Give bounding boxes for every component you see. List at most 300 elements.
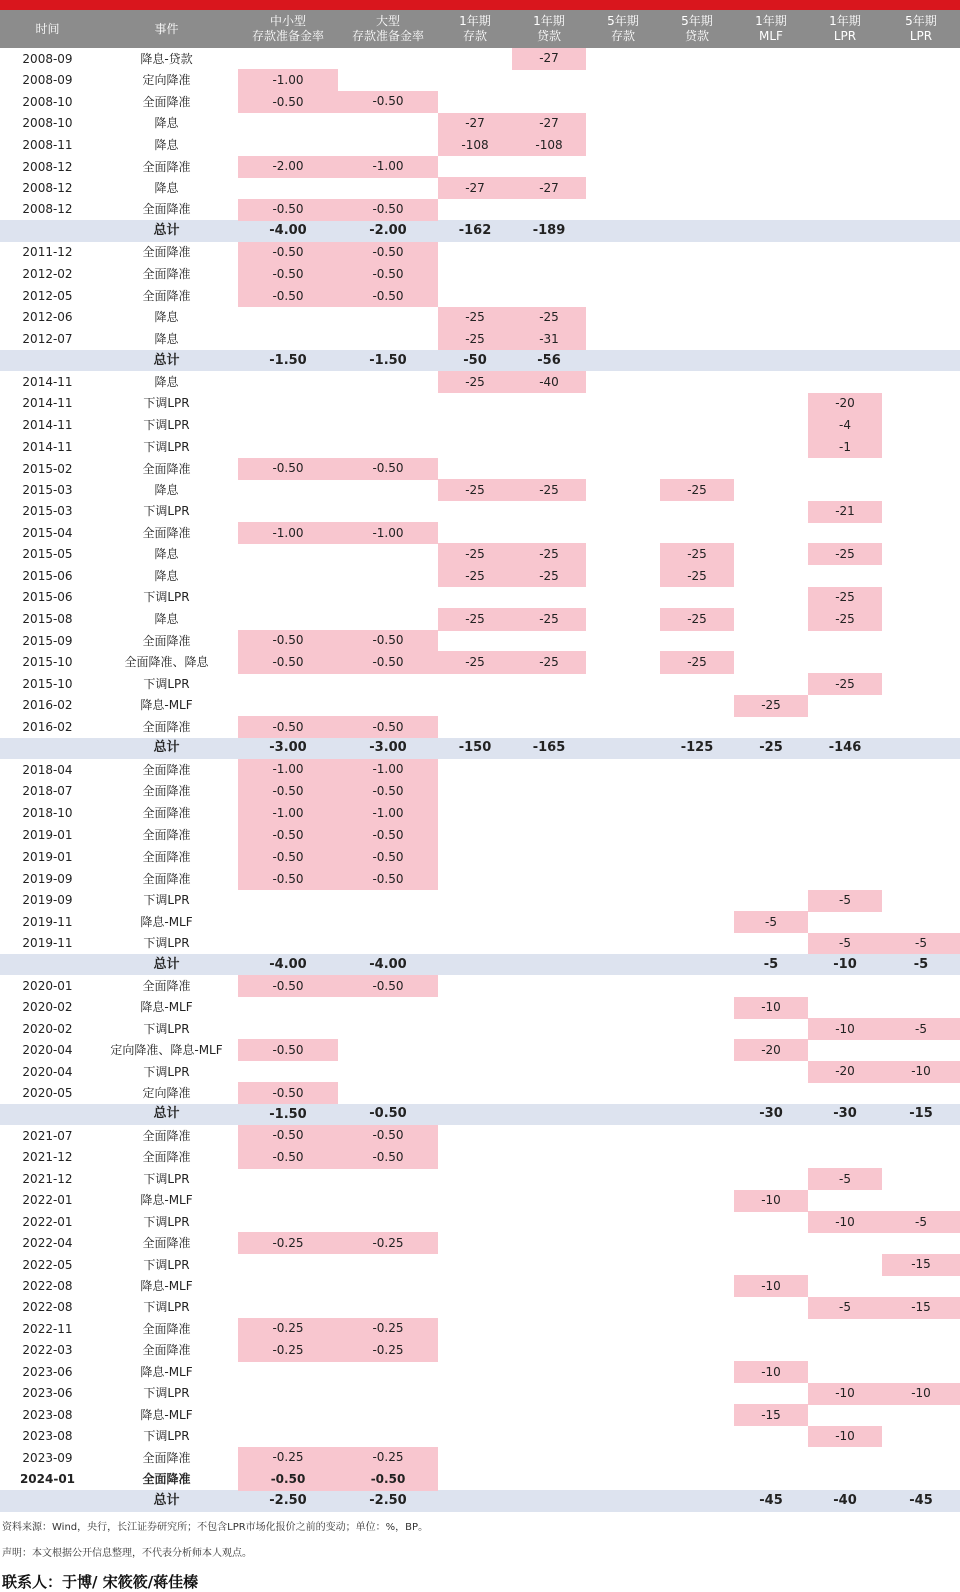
cell-1y-deposit: [438, 846, 512, 868]
cell-large-rrr: -0.50: [338, 242, 438, 263]
cell-5y-deposit: [586, 285, 660, 307]
cell-1y-lpr: [808, 91, 882, 113]
cell-1y-lpr: [808, 69, 882, 90]
cell-5y-loan: [660, 522, 734, 543]
cell-1y-lpr: -25: [808, 608, 882, 630]
cell-event: 定向降准: [142, 73, 191, 88]
cell-1y-mlf: [734, 1125, 808, 1146]
cell-1y-mlf: [734, 522, 808, 543]
cell-5y-deposit: [586, 177, 660, 198]
cell-1y-deposit: [438, 933, 512, 954]
total-row: [0, 350, 960, 371]
cell-event: 下调LPR: [143, 1257, 190, 1272]
cell-time: 2015-06: [22, 590, 73, 605]
cell-5y-deposit: [586, 890, 660, 911]
cell-1y-loan: [512, 1232, 586, 1253]
cell-event: 下调LPR: [143, 1429, 190, 1444]
cell-time: 2023-08: [22, 1429, 73, 1444]
cell-time: 2019-11: [22, 914, 73, 929]
cell-1y-deposit: -108: [438, 134, 512, 156]
cell-large-rrr: [338, 1018, 438, 1039]
cell-small-rrr: -4.00: [238, 220, 338, 241]
cell-1y-loan: [512, 522, 586, 543]
cell-small-rrr: -1.00: [238, 802, 338, 824]
cell-1y-deposit: [438, 285, 512, 307]
table-row: [0, 890, 960, 911]
cell-1y-deposit: [438, 954, 512, 975]
cell-1y-loan: [512, 975, 586, 996]
cell-1y-lpr: [808, 522, 882, 543]
cell-1y-deposit: [438, 868, 512, 890]
cell-1y-loan: -31: [512, 328, 586, 350]
cell-time: 2020-05: [22, 1085, 73, 1100]
cell-1y-lpr: -1: [808, 436, 882, 458]
cell-1y-mlf: [734, 1254, 808, 1275]
cell-5y-deposit: [586, 1339, 660, 1361]
cell-1y-loan: [512, 846, 586, 868]
cell-small-rrr: [238, 1168, 338, 1189]
cell-1y-loan: -25: [512, 565, 586, 587]
cell-1y-lpr: [808, 177, 882, 198]
cell-time: 2008-11: [22, 138, 73, 152]
cell-1y-loan: -25: [512, 479, 586, 500]
cell-small-rrr: -0.50: [238, 1125, 338, 1146]
table-row: [0, 285, 960, 307]
cell-5y-lpr: [882, 738, 960, 759]
cell-1y-deposit: [438, 1061, 512, 1082]
cell-event: 全面降准: [142, 784, 191, 799]
table-row: [0, 846, 960, 868]
cell-1y-lpr: [808, 307, 882, 328]
cell-1y-lpr: [808, 695, 882, 716]
cell-1y-mlf: [734, 846, 808, 868]
cell-large-rrr: [338, 307, 438, 328]
cell-5y-lpr: [882, 263, 960, 285]
cell-large-rrr: [338, 1404, 438, 1425]
cell-1y-lpr: [808, 242, 882, 263]
cell-event: 全面降准: [142, 762, 191, 777]
cell-1y-lpr: [808, 824, 882, 846]
cell-5y-deposit: [586, 543, 660, 564]
cell-time: 2023-08: [22, 1407, 73, 1422]
cell-5y-loan: [660, 307, 734, 328]
cell-event: 下调LPR: [143, 936, 190, 951]
table-row: [0, 1297, 960, 1318]
cell-large-rrr: [338, 1168, 438, 1189]
cell-1y-mlf: [734, 543, 808, 564]
cell-5y-loan: [660, 113, 734, 134]
cell-event: 下调LPR: [143, 677, 190, 692]
cell-large-rrr: -3.00: [338, 738, 438, 759]
cell-1y-deposit: [438, 436, 512, 458]
table-row: [0, 522, 960, 543]
cell-1y-mlf: [734, 220, 808, 241]
cell-time: [0, 350, 95, 371]
cell-5y-lpr: [882, 846, 960, 868]
cell-small-rrr: [238, 1383, 338, 1404]
cell-large-rrr: -0.50: [338, 846, 438, 868]
cell-time: 2019-11: [22, 936, 73, 951]
cell-5y-loan: [660, 868, 734, 890]
cell-5y-lpr: [882, 69, 960, 90]
cell-1y-lpr: -5: [808, 1297, 882, 1318]
cell-1y-mlf: [734, 1447, 808, 1468]
cell-time: 2022-03: [22, 1343, 73, 1358]
cell-5y-lpr: -5: [882, 1018, 960, 1039]
cell-5y-lpr: [882, 1146, 960, 1168]
cell-5y-deposit: [586, 565, 660, 587]
cell-time: 2015-06: [22, 568, 73, 583]
cell-5y-deposit: [586, 479, 660, 500]
cell-1y-loan: [512, 1146, 586, 1168]
cell-large-rrr: [338, 543, 438, 564]
cell-1y-mlf: [734, 458, 808, 479]
cell-5y-deposit: [586, 911, 660, 932]
cell-1y-lpr: [808, 1254, 882, 1275]
cell-1y-mlf: [734, 716, 808, 737]
cell-1y-deposit: -150: [438, 738, 512, 759]
cell-1y-mlf: [734, 1339, 808, 1361]
cell-large-rrr: [338, 608, 438, 630]
cell-large-rrr: [338, 587, 438, 608]
cell-1y-lpr: [808, 328, 882, 350]
cell-5y-deposit: [586, 630, 660, 651]
cell-1y-deposit: -27: [438, 113, 512, 134]
cell-event: 下调LPR: [143, 1214, 190, 1229]
cell-small-rrr: [238, 608, 338, 630]
cell-small-rrr: -0.50: [238, 868, 338, 890]
cell-small-rrr: [238, 1254, 338, 1275]
cell-5y-lpr: -15: [882, 1104, 960, 1125]
cell-small-rrr: -4.00: [238, 954, 338, 975]
cell-5y-lpr: -5: [882, 1211, 960, 1232]
cell-1y-loan: [512, 868, 586, 890]
cell-5y-lpr: [882, 608, 960, 630]
cell-1y-lpr: [808, 997, 882, 1018]
cell-time: 2008-09: [22, 51, 73, 66]
cell-large-rrr: -0.50: [338, 716, 438, 737]
table-row: [0, 113, 960, 134]
cell-large-rrr: [338, 911, 438, 932]
cell-1y-lpr: [808, 48, 882, 69]
table-row: [0, 630, 960, 651]
cell-time: 2020-04: [22, 1064, 73, 1079]
cell-event: 全面降准: [142, 871, 191, 886]
cell-event: 降息-MLF: [140, 914, 193, 929]
cell-5y-lpr: [882, 458, 960, 479]
cell-large-rrr: [338, 997, 438, 1018]
cell-1y-lpr: [808, 975, 882, 996]
cell-event: 全面降准: [142, 94, 191, 109]
total-row: [0, 738, 960, 759]
cell-1y-deposit: [438, 802, 512, 824]
cell-small-rrr: -0.50: [238, 285, 338, 307]
table-row: [0, 1447, 960, 1468]
cell-5y-lpr: [882, 285, 960, 307]
table-row: [0, 1318, 960, 1339]
cell-event: 全面降准: [142, 525, 191, 540]
cell-5y-loan: [660, 263, 734, 285]
total-row: [0, 220, 960, 241]
cell-1y-loan: [512, 1061, 586, 1082]
cell-1y-deposit: -27: [438, 177, 512, 198]
cell-small-rrr: [238, 1275, 338, 1296]
cell-1y-mlf: -10: [734, 1361, 808, 1382]
cell-1y-mlf: [734, 1297, 808, 1318]
cell-5y-lpr: [882, 1039, 960, 1060]
cell-1y-loan: [512, 997, 586, 1018]
header-1y-loan: 1年期 贷款: [512, 10, 586, 48]
cell-small-rrr: -1.00: [238, 69, 338, 90]
cell-large-rrr: -0.50: [338, 1125, 438, 1146]
cell-event: 定向降准、降息-MLF: [110, 1043, 223, 1058]
cell-1y-loan: [512, 1125, 586, 1146]
cell-large-rrr: -0.25: [338, 1339, 438, 1361]
cell-event: 下调LPR: [143, 1386, 190, 1401]
cell-1y-lpr: [808, 1146, 882, 1168]
cell-5y-loan: [660, 1061, 734, 1082]
cell-large-rrr: -0.25: [338, 1232, 438, 1253]
cell-1y-loan: [512, 1490, 586, 1511]
cell-5y-loan: [660, 1168, 734, 1189]
cell-1y-lpr: [808, 134, 882, 156]
cell-5y-loan: [660, 1211, 734, 1232]
header-1y-deposit: 1年期 存款: [438, 10, 512, 48]
cell-1y-lpr: [808, 1232, 882, 1253]
cell-5y-deposit: [586, 134, 660, 156]
cell-large-rrr: [338, 1383, 438, 1404]
cell-1y-loan: [512, 1039, 586, 1060]
cell-1y-deposit: [438, 587, 512, 608]
table-row: [0, 933, 960, 954]
cell-small-rrr: [238, 328, 338, 350]
cell-1y-lpr: [808, 1082, 882, 1103]
cell-1y-loan: -40: [512, 371, 586, 392]
cell-1y-lpr: -5: [808, 1168, 882, 1189]
header-event: 事件: [95, 10, 238, 48]
cell-5y-deposit: [586, 69, 660, 90]
cell-1y-deposit: [438, 1490, 512, 1511]
cell-small-rrr: [238, 1190, 338, 1211]
cell-time: 2012-07: [22, 332, 73, 347]
cell-1y-loan: [512, 1318, 586, 1339]
cell-5y-lpr: [882, 651, 960, 673]
cell-1y-loan: [512, 414, 586, 436]
cell-1y-lpr: [808, 1190, 882, 1211]
cell-event: 降息: [154, 181, 179, 196]
cell-1y-mlf: [734, 933, 808, 954]
cell-5y-deposit: [586, 242, 660, 263]
table-row: [0, 716, 960, 737]
cell-1y-loan: [512, 242, 586, 263]
cell-event: 全面降准: [142, 719, 191, 734]
cell-event: 全面降准: [142, 806, 191, 821]
cell-5y-deposit: [586, 263, 660, 285]
cell-1y-deposit: [438, 1297, 512, 1318]
cell-5y-lpr: [882, 565, 960, 587]
cell-5y-loan: [660, 371, 734, 392]
cell-small-rrr: [238, 134, 338, 156]
cell-5y-deposit: [586, 997, 660, 1018]
cell-5y-lpr: [882, 522, 960, 543]
cell-small-rrr: -2.00: [238, 156, 338, 177]
cell-small-rrr: -0.50: [238, 824, 338, 846]
cell-1y-mlf: [734, 91, 808, 113]
cell-small-rrr: -0.25: [238, 1318, 338, 1339]
cell-time: 2022-01: [22, 1214, 73, 1229]
cell-1y-deposit: -162: [438, 220, 512, 241]
cell-1y-mlf: -10: [734, 997, 808, 1018]
cell-1y-deposit: [438, 1082, 512, 1103]
table-row: [0, 307, 960, 328]
cell-1y-loan: -25: [512, 651, 586, 673]
cell-time: 2012-02: [22, 266, 73, 281]
cell-1y-lpr: [808, 1404, 882, 1425]
cell-5y-lpr: [882, 824, 960, 846]
table-row: [0, 759, 960, 780]
header-1y-lpr: 1年期 LPR: [808, 10, 882, 48]
cell-large-rrr: [338, 1426, 438, 1447]
cell-5y-deposit: [586, 1082, 660, 1103]
cell-1y-lpr: [808, 285, 882, 307]
cell-1y-deposit: [438, 1104, 512, 1125]
cell-5y-loan: [660, 199, 734, 220]
cell-5y-lpr: -15: [882, 1254, 960, 1275]
cell-5y-loan: [660, 393, 734, 414]
table-row: [0, 1061, 960, 1082]
cell-small-rrr: -1.50: [238, 350, 338, 371]
cell-1y-lpr: [808, 156, 882, 177]
cell-small-rrr: [238, 695, 338, 716]
cell-small-rrr: [238, 1061, 338, 1082]
cell-time: 2015-04: [22, 525, 73, 540]
cell-5y-deposit: [586, 1168, 660, 1189]
cell-small-rrr: [238, 307, 338, 328]
cell-5y-lpr: [882, 695, 960, 716]
cell-event: 总计: [95, 350, 238, 371]
cell-event: 降息: [154, 332, 179, 347]
cell-1y-mlf: -5: [734, 911, 808, 932]
cell-1y-loan: [512, 1339, 586, 1361]
cell-5y-lpr: [882, 371, 960, 392]
cell-large-rrr: [338, 1297, 438, 1318]
cell-1y-lpr: -25: [808, 673, 882, 694]
cell-time: 2022-01: [22, 1193, 73, 1208]
cell-1y-deposit: -25: [438, 543, 512, 564]
cell-5y-lpr: [882, 414, 960, 436]
cell-time: 2015-03: [22, 504, 73, 519]
cell-5y-deposit: [586, 1254, 660, 1275]
table-row: [0, 868, 960, 890]
cell-small-rrr: [238, 113, 338, 134]
cell-time: 2008-12: [22, 202, 73, 217]
cell-1y-mlf: [734, 113, 808, 134]
cell-1y-lpr: [808, 911, 882, 932]
cell-5y-loan: [660, 673, 734, 694]
table-row: [0, 1339, 960, 1361]
cell-time: 2015-02: [22, 461, 73, 476]
cell-1y-loan: [512, 933, 586, 954]
cell-small-rrr: -0.50: [238, 1468, 338, 1490]
cell-5y-deposit: [586, 393, 660, 414]
cell-5y-deposit: [586, 371, 660, 392]
cell-1y-mlf: [734, 975, 808, 996]
cell-5y-deposit: [586, 716, 660, 737]
cell-1y-deposit: [438, 630, 512, 651]
cell-1y-mlf: [734, 1061, 808, 1082]
table-row: [0, 1275, 960, 1296]
cell-5y-lpr: [882, 1232, 960, 1253]
cell-5y-lpr: [882, 1339, 960, 1361]
cell-small-rrr: [238, 565, 338, 587]
cell-1y-lpr: -10: [808, 1211, 882, 1232]
cell-1y-deposit: -50: [438, 350, 512, 371]
cell-1y-loan: [512, 1254, 586, 1275]
cell-time: 2008-12: [22, 159, 73, 174]
cell-5y-deposit: [586, 1275, 660, 1296]
header-1y-mlf: 1年期 MLF: [734, 10, 808, 48]
cell-event: 全面降准: [142, 849, 191, 864]
cell-1y-deposit: [438, 716, 512, 737]
cell-5y-loan: [660, 1125, 734, 1146]
cell-event: 全面降准: [142, 266, 191, 281]
cell-1y-mlf: [734, 69, 808, 90]
cell-1y-deposit: [438, 242, 512, 263]
cell-event: 全面降准: [142, 288, 191, 303]
cell-5y-loan: [660, 630, 734, 651]
cell-1y-mlf: [734, 414, 808, 436]
cell-5y-deposit: [586, 1061, 660, 1082]
cell-1y-deposit: [438, 1318, 512, 1339]
cell-1y-lpr: [808, 565, 882, 587]
table-row: [0, 1018, 960, 1039]
cell-large-rrr: [338, 1361, 438, 1382]
cell-5y-lpr: [882, 393, 960, 414]
cell-1y-lpr: -20: [808, 393, 882, 414]
cell-small-rrr: [238, 933, 338, 954]
cell-event: 全面降准: [142, 245, 191, 260]
cell-1y-lpr: -5: [808, 890, 882, 911]
cell-small-rrr: -0.50: [238, 263, 338, 285]
cell-time: [0, 220, 95, 241]
cell-1y-deposit: -25: [438, 328, 512, 350]
table-row: [0, 458, 960, 479]
cell-time: 2015-09: [22, 633, 73, 648]
cell-small-rrr: [238, 501, 338, 522]
cell-1y-deposit: [438, 1383, 512, 1404]
cell-small-rrr: [238, 1404, 338, 1425]
cell-large-rrr: -0.50: [338, 91, 438, 113]
table-row: [0, 543, 960, 564]
cell-5y-lpr: [882, 242, 960, 263]
cell-5y-loan: [660, 695, 734, 716]
table-row: [0, 1211, 960, 1232]
cell-event: 全面降准: [142, 828, 191, 842]
cell-time: 2021-12: [22, 1172, 73, 1186]
cell-1y-loan: [512, 1190, 586, 1211]
cell-1y-lpr: [808, 263, 882, 285]
table-row: [0, 134, 960, 156]
cell-small-rrr: [238, 479, 338, 500]
cell-5y-deposit: [586, 156, 660, 177]
cell-5y-lpr: [882, 307, 960, 328]
cell-5y-lpr: [882, 543, 960, 564]
cell-large-rrr: -0.50: [338, 199, 438, 220]
cell-event: 全面降准: [142, 1343, 191, 1358]
cell-5y-lpr: [882, 716, 960, 737]
cell-event: 全面降准: [142, 1321, 191, 1336]
cell-1y-mlf: [734, 177, 808, 198]
